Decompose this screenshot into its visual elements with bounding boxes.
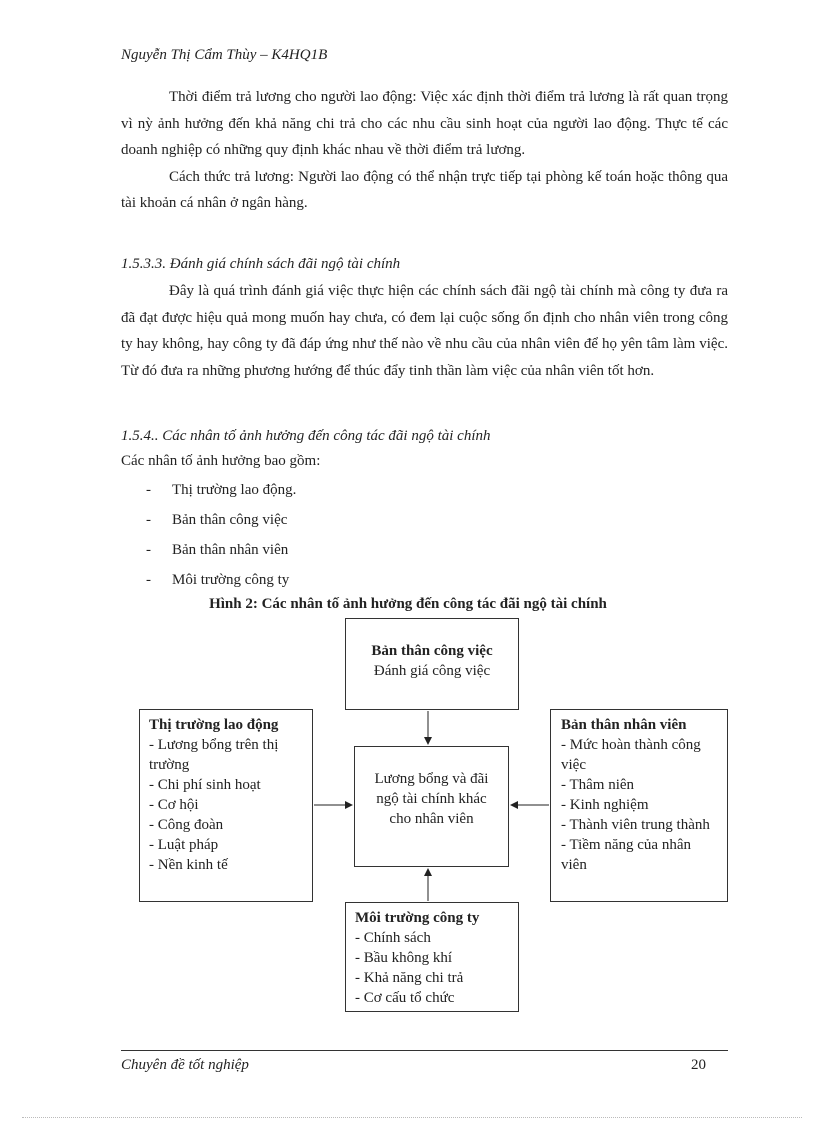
box-labor-market-title: Thị trường lao động (149, 717, 279, 733)
list-item: - Thâm niên (561, 777, 635, 793)
box-employee-self-title: Bản thân nhân viên (561, 717, 687, 733)
figure-caption: Hình 2: Các nhân tố ảnh hưởng đến công tác đãi ngộ tài chính (209, 596, 607, 612)
list-item-text: Bản thân nhân viên (172, 542, 289, 558)
list-item: - Cơ hội (149, 797, 199, 813)
list-item: - Mức hoàn thành công việc (561, 737, 701, 773)
list-item-text: Bản thân công việc (172, 512, 288, 528)
footer-title: Chuyên đề tốt nghiệp (121, 1057, 249, 1073)
box-job-itself-title: Bản thân công việc (371, 643, 493, 659)
list-item-text: Thị trường lao động. (172, 482, 297, 498)
list-item: - Kinh nghiệm (561, 797, 649, 813)
section-heading-1-5-3-3: 1.5.3.3. Đánh giá chính sách đãi ngộ tài chính (121, 256, 401, 272)
box-compensation-text: Lương bổng và đãi ngộ tài chính khác cho nhân viên (374, 771, 489, 827)
list-item: - Nền kinh tế (149, 857, 228, 873)
list-item: - Lương bổng trên thị trường (149, 737, 279, 773)
list-item-text: Môi trường công ty (172, 572, 290, 588)
bullet-marker: - (146, 512, 151, 528)
list-item: - Khả năng chi trả (355, 970, 464, 986)
list-item: - Chính sách (355, 930, 431, 946)
list-item: - Tiềm năng của nhân viên (561, 837, 691, 873)
list-item: - Công đoàn (149, 817, 224, 833)
bullet-marker: - (146, 572, 151, 588)
paragraph-payment-timing: Thời điểm trả lương cho người lao động: Việc xác định thời điểm trả lương là rất quan trọng vì nỳ ảnh hưởng đến khả năng chi trả cho các nhu cầu sinh hoạt của người lao động. Thực tế các doanh nghiệp có những quy định khác nhau về thời điểm trả lương. (121, 89, 728, 158)
footer-divider (121, 1050, 728, 1051)
box-company-environment-title: Môi trường công ty (355, 910, 480, 926)
bullet-marker: - (146, 482, 151, 498)
list-item: - Thành viên trung thành (561, 817, 710, 833)
paragraph-evaluation: Đây là quá trình đánh giá việc thực hiện các chính sách đãi ngộ tài chính mà công ty đưa ra đã đạt được hiệu quả mong muốn hay chưa, có đem lại cuộc sống ổn định cho nhân viên trong công ty hay không, hay công ty đã đáp ứng như thế nào về nhu cầu của nhân viên để họ yên tâm làm việc. Từ đó đưa ra những phương hướng để thúc đẩy tinh thần làm việc của nhân viên tốt hơn. (121, 283, 728, 379)
page-bottom-dotted-line (22, 1117, 802, 1118)
bullet-marker: - (146, 542, 151, 558)
page-header-author: Nguyễn Thị Cẩm Thùy – K4HQ1B (121, 47, 328, 63)
paragraph-payment-method: Cách thức trả lương: Người lao động có thể nhận trực tiếp tại phòng kế toán hoặc thông qua tài khoản cá nhân ở ngân hàng. (121, 168, 728, 211)
box-job-itself-item: Đánh giá công việc (373, 663, 491, 679)
list-item: - Cơ cấu tổ chức (355, 990, 455, 1006)
list-item: - Bầu không khí (355, 950, 453, 966)
page-number: 20 (691, 1057, 706, 1073)
list-item: - Chi phí sinh hoạt (149, 777, 261, 793)
list-item: - Luật pháp (149, 837, 219, 853)
section-heading-1-5-4: 1.5.4.. Các nhân tố ảnh hưởng đến công tác đãi ngộ tài chính (121, 428, 491, 444)
factors-intro: Các nhân tố ảnh hưởng bao gồm: (121, 453, 321, 469)
